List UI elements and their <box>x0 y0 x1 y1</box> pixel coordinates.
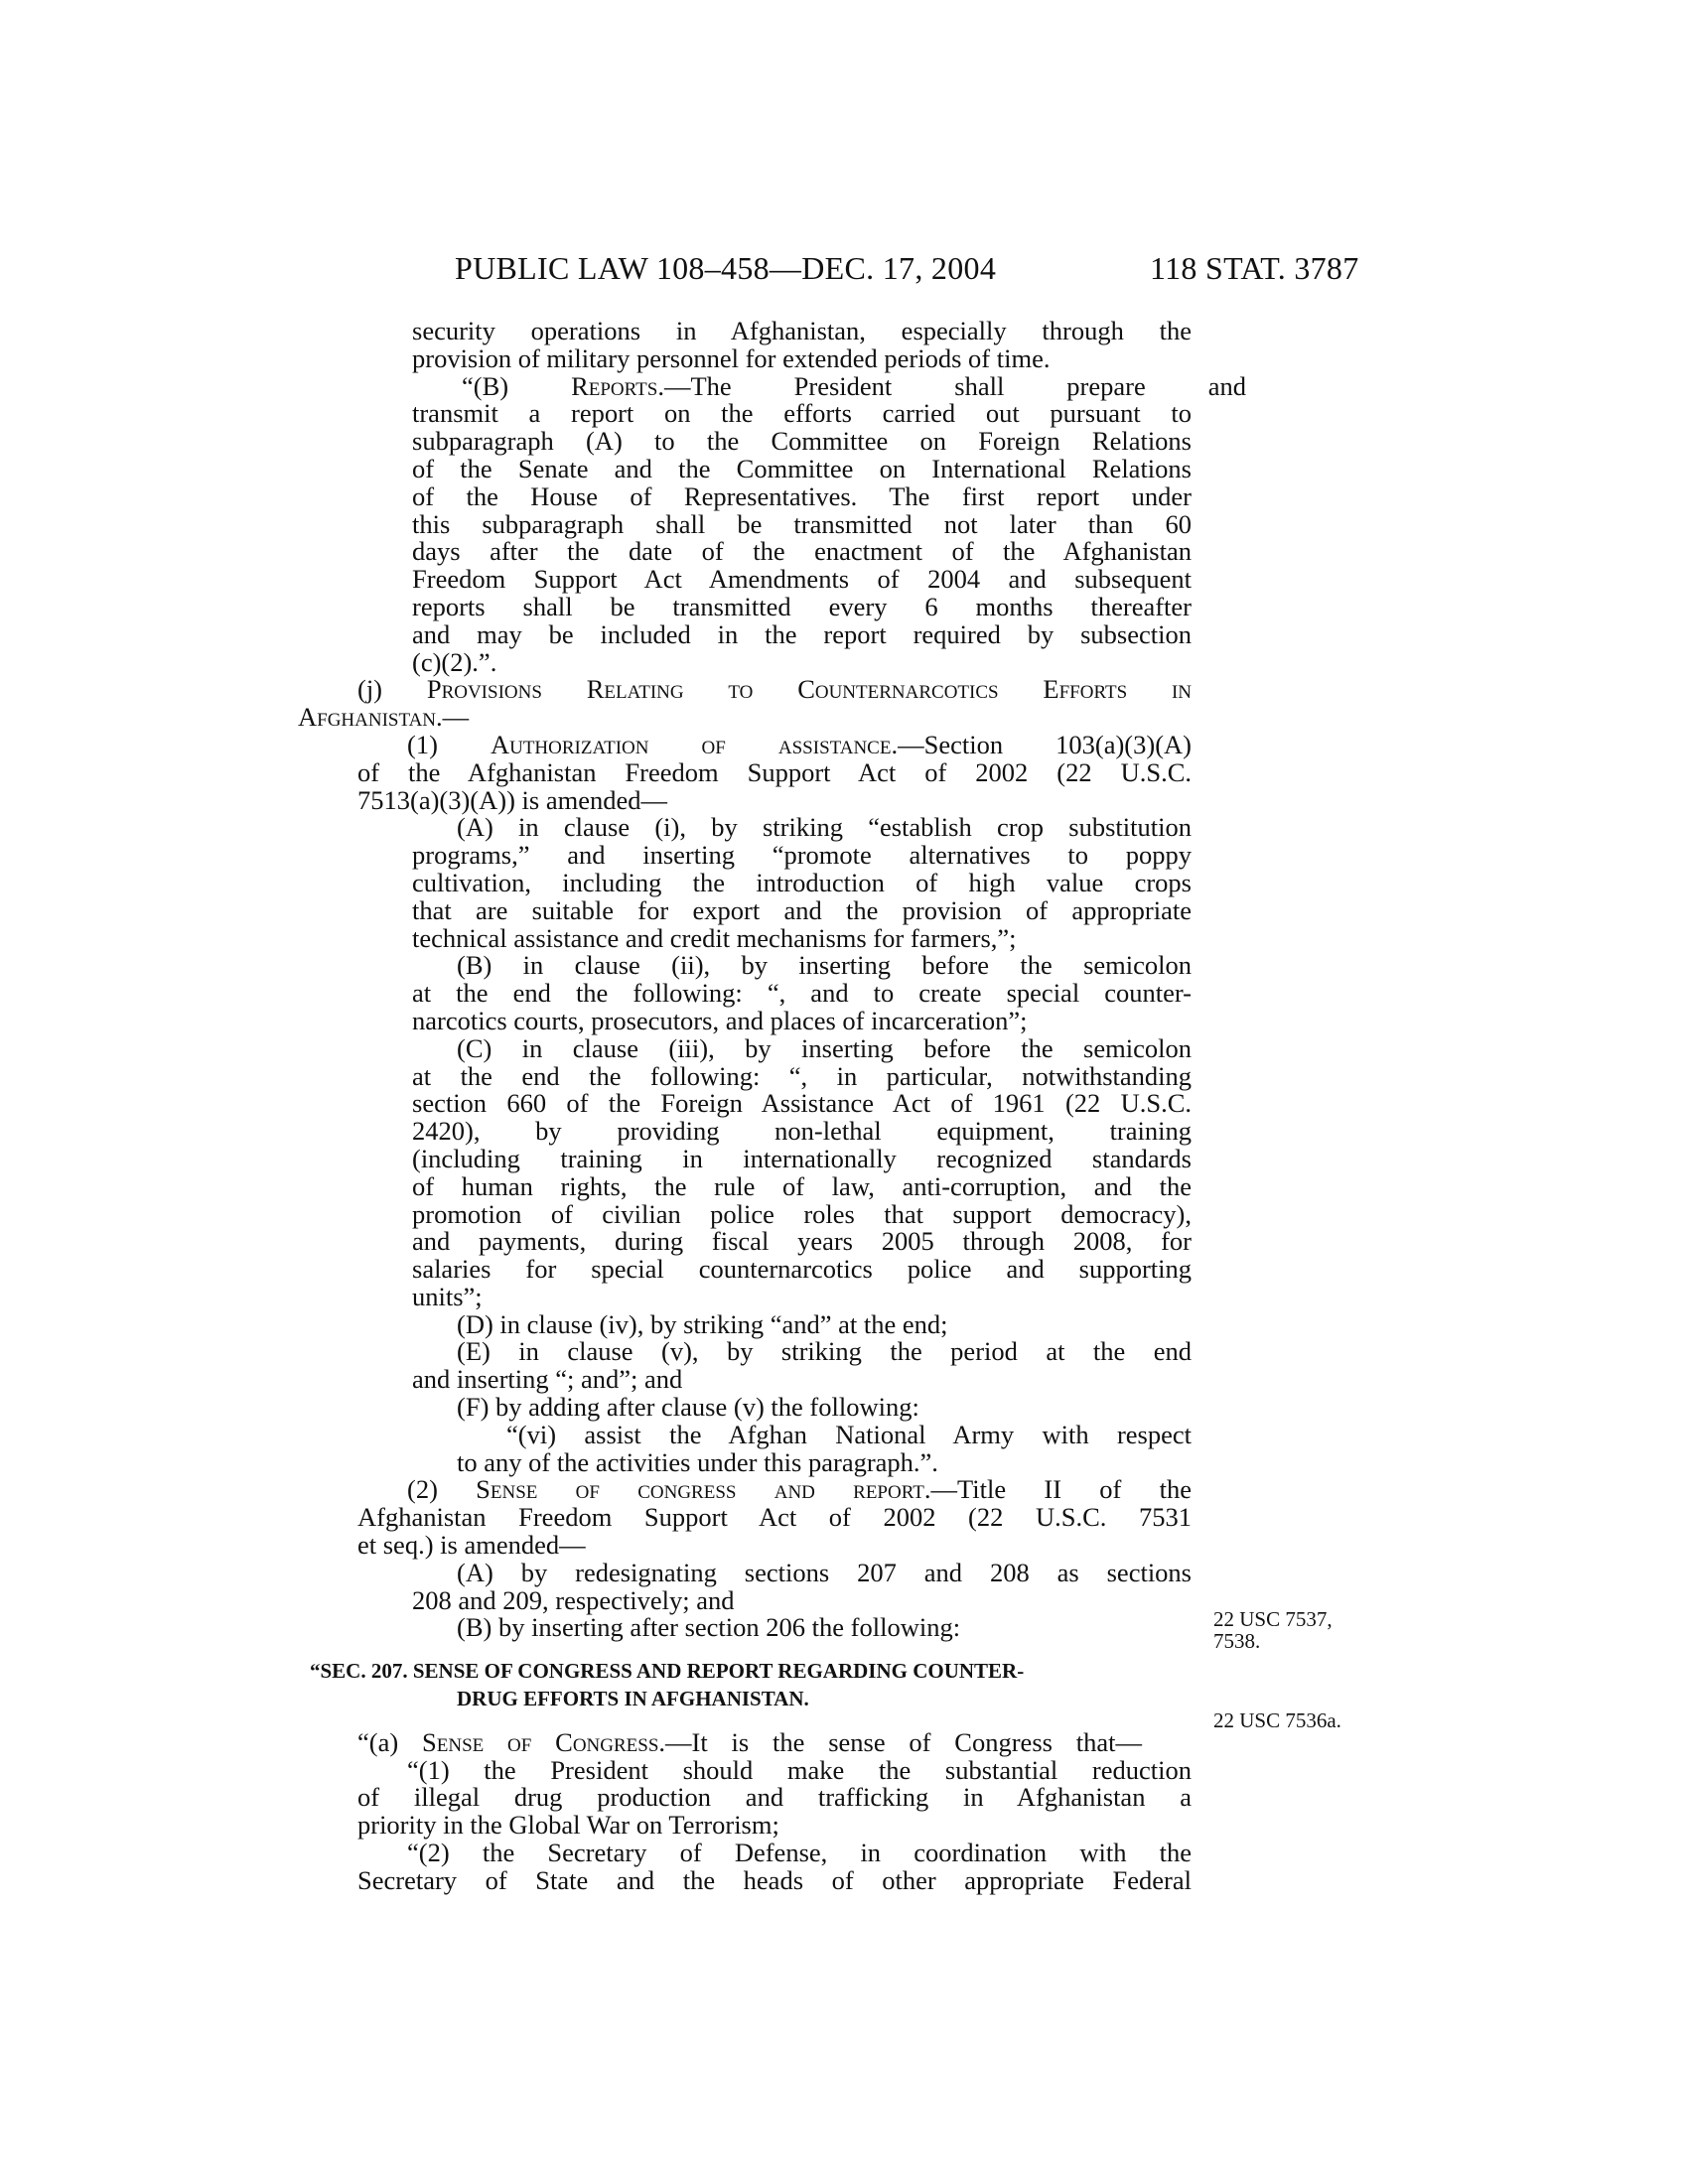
text-line: that are suitable for export and the provision of appropriate <box>412 894 1192 925</box>
text-line: priority in the Global War on Terrorism; <box>357 1810 779 1841</box>
text-line: (j) Provisions Relating to Counternarcotics Efforts in <box>357 674 1192 705</box>
text-line: 7513(a)(3)(A)) is amended— <box>357 784 667 815</box>
text-line: (A) by redesignating sections 207 and 208 as sections <box>457 1557 1192 1587</box>
text-line: “(1) the President should make the substantial reduction <box>407 1754 1192 1785</box>
text-line: Freedom Support Act Amendments of 2004 and subsequent <box>412 564 1192 595</box>
section-heading-continued: DRUG EFFORTS IN AFGHANISTAN. <box>457 1687 809 1711</box>
text-line: to any of the activities under this paragraph.”. <box>457 1446 938 1477</box>
text-line: (A) in clause (i), by striking “establish crop substitution <box>457 812 1192 843</box>
text-line: Afghanistan Freedom Support Act of 2002 (22 U.S.C. 7531 <box>357 1502 1192 1533</box>
text-line: 2420), by providing non-lethal equipment, training <box>412 1116 1192 1147</box>
margin-note-usc-7536a: 22 USC 7536a. <box>1213 1708 1341 1732</box>
text-line: and inserting “; and”; and <box>412 1364 683 1395</box>
text-line: and payments, during fiscal years 2005 through 2008, for <box>412 1226 1192 1257</box>
page-number: 118 STAT. 3787 <box>1150 250 1359 286</box>
text-line: and may be included in the report required by subsection <box>412 618 1192 649</box>
text-line: transmit a report on the efforts carried out pursuant to <box>412 398 1192 429</box>
text-line: (C) in clause (iii), by inserting before the semicolon <box>457 1032 1192 1063</box>
text-line: units”; <box>412 1281 483 1311</box>
text-line: this subparagraph shall be transmitted not later than 60 <box>412 508 1192 539</box>
text-line: (B) in clause (ii), by inserting before the semicolon <box>457 950 1192 981</box>
text-line: at the end the following: “, in particular, notwithstanding <box>412 1060 1192 1091</box>
text-line: (F) by adding after clause (v) the following: <box>457 1392 919 1423</box>
text-line: section 660 of the Foreign Assistance Act of 1961 (22 U.S.C. <box>412 1088 1192 1119</box>
text-line: of human rights, the rule of law, anti-corruption, and the <box>412 1170 1192 1201</box>
text-line: 208 and 209, respectively; and <box>412 1584 735 1615</box>
text-line: provision of military personnel for extended periods of time. <box>412 342 1051 373</box>
text-line: (c)(2).”. <box>412 646 497 677</box>
running-header: PUBLIC LAW 108–458—DEC. 17, 2004 <box>455 250 997 286</box>
text-line: days after the date of the enactment of the Afghanistan <box>412 536 1192 567</box>
section-heading: “SEC. 207. SENSE OF CONGRESS AND REPORT REGARDING COUNTER- <box>310 1659 1025 1684</box>
text-line: (2) Sense of congress and report.—Title II of the <box>407 1474 1192 1505</box>
text-line: Afghanistan.— <box>298 702 470 733</box>
text-line: cultivation, including the introduction of high value crops <box>412 867 1192 897</box>
text-line: of the Senate and the Committee on International Relations <box>412 453 1192 483</box>
text-line: reports shall be transmitted every 6 months thereafter <box>412 591 1192 621</box>
text-line: “(vi) assist the Afghan National Army with respect <box>506 1419 1192 1449</box>
text-line: narcotics courts, prosecutors, and places of incarceration”; <box>412 1005 1028 1035</box>
text-line: salaries for special counternarcotics police and supporting <box>412 1254 1192 1285</box>
document-body <box>298 316 1246 1895</box>
text-line: “(2) the Secretary of Defense, in coordination with the <box>407 1838 1192 1868</box>
text-line: security operations in Afghanistan, especially through the <box>412 316 1192 345</box>
text-line: (including training in internationally recognized standards <box>412 1143 1192 1173</box>
text-line: of illegal drug production and trafficking in Afghanistan a <box>357 1782 1192 1813</box>
text-line: (E) in clause (v), by striking the period at the end <box>457 1336 1192 1367</box>
margin-note-usc: 22 USC 7537, 7538. <box>1213 1607 1333 1653</box>
text-line: of the House of Representatives. The first report under <box>412 480 1192 511</box>
text-line: technical assistance and credit mechanisms for farmers,”; <box>412 922 1017 953</box>
text-line: of the Afghanistan Freedom Support Act of 2002 (22 U.S.C. <box>357 756 1192 787</box>
text-line: “(a) Sense of Congress.—It is the sense of Congress that— <box>357 1726 1142 1757</box>
text-line: et seq.) is amended— <box>357 1530 586 1561</box>
text-line: at the end the following: “, and to create special counter- <box>412 978 1192 1009</box>
text-line: (D) in clause (iv), by striking “and” at the end; <box>457 1308 948 1339</box>
text-line: subparagraph (A) to the Committee on Foreign Relations <box>412 426 1192 457</box>
text-line: (B) by inserting after section 206 the following: <box>457 1612 961 1643</box>
text-line: promotion of civilian police roles that support democracy), <box>412 1198 1192 1229</box>
text-line: programs,” and inserting “promote alternatives to poppy <box>412 840 1192 871</box>
text-line: (1) Authorization of assistance.—Section 103(a)(3)(A) <box>407 729 1192 759</box>
text-line: “(B) Reports.—The President shall prepare and <box>462 370 1246 401</box>
text-line: Secretary of State and the heads of other appropriate Federal <box>357 1864 1192 1895</box>
